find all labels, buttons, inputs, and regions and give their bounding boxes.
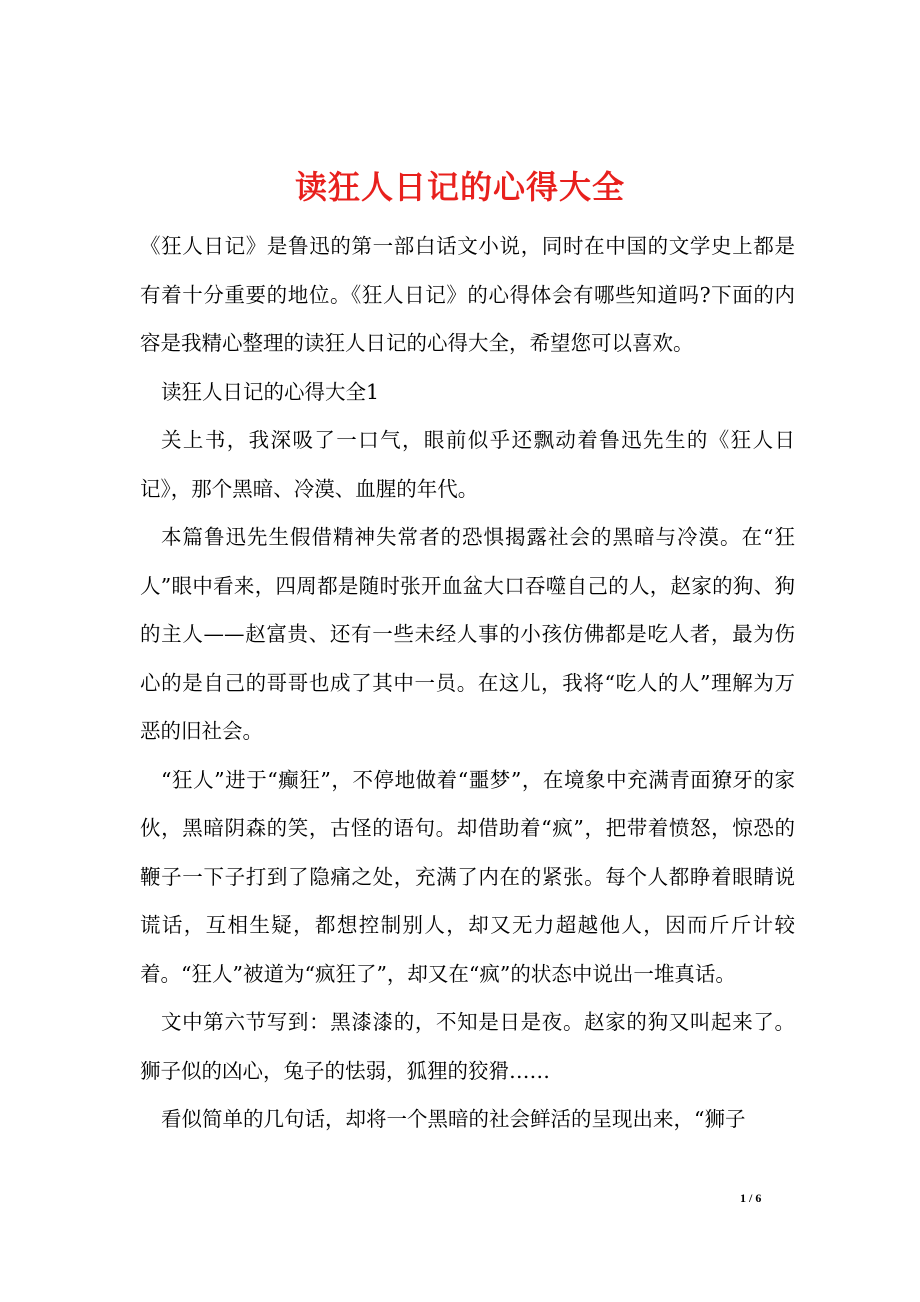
section-heading: 读狂人日记的心得大全1 <box>161 379 380 404</box>
page-number: 1 / 6 <box>740 1191 762 1205</box>
paragraph: “狂人”进于“癫狂”，不停地做着“噩梦”，在境象中充满青面獠牙的家伙，黑暗阴森的笑，古怪的语句。却借助着“疯”，把带着愤怒，惊恐的鞭子一下子打到了隐痛之处，充满了内在的紧张。每个人都睁着眼睛说谎话，互相生疑，都想控制别人，却又无力超越他人，因而斤斤计较着。“狂人”被道为“疯狂了”，却又在“疯”的状态中说出一堆真话。 <box>140 767 795 986</box>
paragraph: 关上书，我深吸了一口气，眼前似乎还飘动着鲁迅先生的《狂人日记》，那个黑暗、冷漠、血腥的年代。 <box>140 428 795 501</box>
document-body <box>140 222 795 1144</box>
page-title: 读狂人日记的心得大全 <box>294 168 625 207</box>
paragraph: 看似简单的几句话，却将一个黑暗的社会鲜活的呈现出来，“狮子 <box>161 1107 746 1131</box>
paragraph: 文中第六节写到：黑漆漆的，不知是日是夜。赵家的狗又叫起来了。狮子似的凶心，兔子的怯弱，狐狸的狡猾…… <box>140 1010 795 1083</box>
paragraph-intro: 《狂人日记》是鲁迅的第一部白话文小说，同时在中国的文学史上都是有着十分重要的地位。《狂人日记》的心得体会有哪些知道吗?下面的内容是我精心整理的读狂人日记的心得大全，希望您可以喜欢。 <box>140 234 795 355</box>
paragraph: 本篇鲁迅先生假借精神失常者的恐惧揭露社会的黑暗与冷漠。在“狂人”眼中看来，四周都是随时张开血盆大口吞噬自己的人，赵家的狗、狗的主人——赵富贵、还有一些未经人事的小孩仿佛都是吃人者，最为伤心的是自己的哥哥也成了其中一员。在这儿，我将“吃人的人”理解为万恶的旧社会。 <box>140 525 795 743</box>
